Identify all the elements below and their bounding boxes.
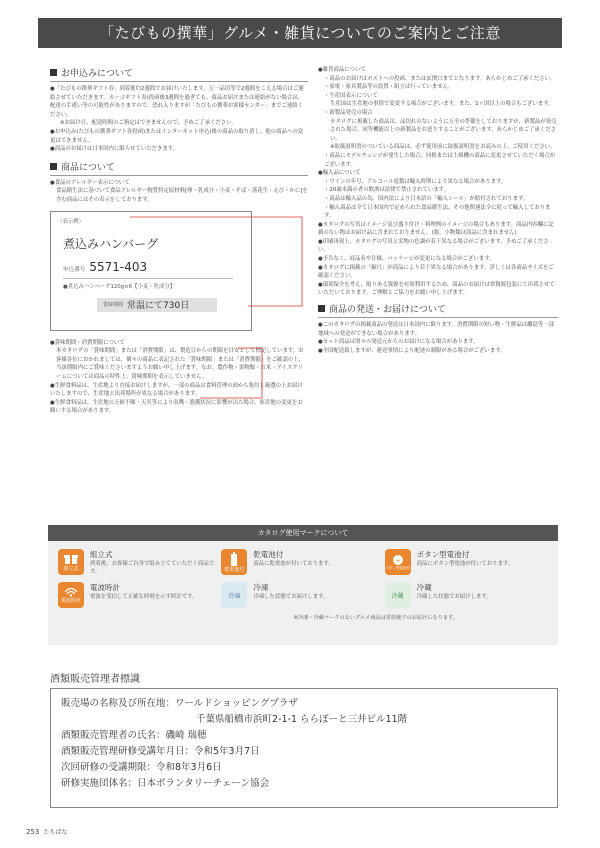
- mark-chilled: 冷蔵 冷蔵 冷蔵した状態でお届けします。: [385, 582, 548, 608]
- fresh-text: ●生鮮食料品は、生産地より直接お届けしますが、一部の商品は食料管理の面から集約し厳選の上お届けいたしますので、生産地と出荷場所が異なる場合があります。: [50, 382, 303, 398]
- page-title: 「たびもの撰華」グルメ・雑貨についてのご案内とご注意: [38, 18, 562, 48]
- example-allergy-desc: ●煮込みハンバーグ120g×6【小麦・乳成分】: [63, 283, 176, 290]
- application-text: ●「たびもの撰華ギフト券」到着後約2週間でお届けいたします。万一品切等で2週間をこえる場合はご連絡させていただきます。カーゴギフト券)投函後3週間を過ぎても、商品お届けまたは連絡がない場合は、配達の手違い等の可能性がありますので、恐れ入りますが「たびもの撰華お客様センター」までご連絡ください。 ※お届け日、配送時間のご指定はできませんので、予めご了承ください。 ●お申込み(たびもの撰華ギフト券投函)またはインターネット申込)後の商品の取り消し、他の商品への変更はできません。 ●商品のお届けは日本国内に限らせていただきます。: [50, 86, 304, 153]
- mark-assembly: 組立式 組立式 到着後、お客様ご自身で組み立てていただく商品です。: [58, 549, 221, 576]
- section-heading-products: 商品について: [50, 160, 308, 176]
- weather-text: ●生鮮食料品は、生産地の天候不順・天災等により収穫・漁獲状況に影響が出た場合、原産地の変更をお願いする場合があります。: [50, 399, 303, 415]
- example-best-before: 賞味期間 常温にて730日: [97, 298, 217, 312]
- page-footer: [26, 827, 67, 836]
- svg-text:+: +: [395, 557, 401, 564]
- example-product-name: 煮込みハンバーグ: [63, 236, 159, 251]
- battery-icon: 乾電池付: [221, 549, 247, 575]
- gift-box-icon: 組立式: [58, 549, 84, 575]
- mark-battery: 乾電池付 乾電池付 商品に乾電池が付いております。: [221, 549, 384, 576]
- mark-frozen: 冷凍 冷凍 冷凍した状態でお届けします。: [221, 582, 384, 608]
- liquor-sign-title: 酒類販売管理者標識: [50, 674, 140, 685]
- goods-title: ●雑貨商品について: [318, 67, 366, 73]
- brand-name: たちばな: [43, 829, 68, 836]
- expiry-text: 本カタログの「賞味期間」または「消費期限」は、製造日からの期限を目安として標記しています。お客様各位におかれましては、個々の商品に表記された「賞味期限」または「消費期限」をご確認の上、当該期限内にご賞味くださいますようお願い申し上げます。なお、農作物・果物類・お米・アイスクリームについては商品の特性上、賞味期間を表示していません。: [56, 348, 304, 380]
- import-title: ●輸入品について: [318, 170, 361, 177]
- label-example-box: 〈表示例〉 煮込みハンバーグ 申込番号 5571-403 ●煮込みハンバーグ120g×6【小麦・乳成分】 賞味期間 常温にて730日: [50, 211, 252, 331]
- section-heading-application: お申込みについて: [50, 66, 308, 82]
- allergy-title: ●食品のアレルギー表示について: [50, 179, 130, 186]
- example-order-code: 5571-403: [89, 259, 148, 274]
- mark-radio-clock: 電波時計 電波時計 電波を受信して正確な時刻を示す時計です。: [58, 582, 221, 608]
- square-bullet-icon: [318, 305, 325, 312]
- button-battery-icon: + ボタン型電池付: [385, 549, 411, 575]
- page-number: 253: [26, 828, 40, 836]
- right-column: ●雑貨商品について ・商品のお届けはポストへの投函、または玄関口までとなります。あらかじめご了承ください。 ・家電・家具製品等の設置・組立は行っていません。 ・生産国表示について 生産国は生産地の事情で変更する場合がございます。また、2ヶ国以上の場合もございます。 ・新製品発売の場合 カタログに掲載した商品は、品切れのないように万全の準備をしておりますが、新製品が発売された場合、同等機能以上の新製品をお送りすることがございます。あらかじめご了承ください。 ※取扱説明書のついている商品は、必ず使用前に取扱説明書をお読みの上、ご使用ください。 ・商品にモデルチェンジが発生した場合、同格または上級機の商品に変更させていただく場合がございます。 ●輸入品について ・ワインの年号、アルコール度数は輸入時期により異なる場合があります。 ・20歳未満の者の飲酒は法律で禁止されています。 ・商品は輸入品の為、国内法により日本語の「輸入シール」が貼付されております。 ・輸入商品は全て日本国内で定められた食品衛生法、その他関連法令に従って輸入しております。 ●カタログの写真はイメージ及び盛り付け・料理例のイメージの場合もあります。商品内容欄に記載のない物はお届け品に含まれておりません。(器、小物類は商品に含まれません) ●印刷再現上、カタログの写真と実物の色調が若干異なる場合がございます。予めご了承ください。 ●予告なく、商品名や仕様、パッケージが変更になる場合がございます。 ●カタログに掲載の「縮尺」が商品により若干異なる場合があります。詳しくは各商品サイズをご確認ください。 ●環境保全を考え、限りある資源を有効利用するため、商品のお届けは省資源包装にて出荷させていただいております。ご理解とご協力をお願い申し上げます。 商品の発送・お届けについて ●このカタログの掲載商品の発送は日本国内に限ります。消費期限の短い物・生鮮品は離島等一部地域への発送ができない場合があります。 ●セット商品は別々の発送元からのお届けになる場合があります。 ●全国配送致しますが、運送事情により配達の制限がある場合がございます。: [318, 67, 557, 354]
- allergy-text: 食品衛生法に基づいて食品アレルギー物質特定原材料[卵・乳成分・小麦・そば・落花生・えび・かに]を含む商品にはその表示をしております。: [56, 188, 308, 203]
- catalog-marks-panel: カタログ使用マークについて 組立式 組立式 到着後、お客様ご自身で組み立てていただく商品です。 乾電池付 乾電池付 商品に乾電池が付いております。 + ボタン型電池付 ボタン型電池付 商品にボタン型電池が付いております。 電波時計 電波時計 電波を受信して正確な時刻を示す時計です。 冷凍 冷凍 冷凍した状態でお届けします。 冷蔵 冷蔵 冷蔵した状態でお届けします。 ※冷凍・冷蔵マークのないグルメ商品は常温便でのお届けになります。: [48, 525, 558, 645]
- expiry-callout-line: [200, 348, 262, 398]
- radio-clock-icon: 電波時計: [58, 582, 84, 608]
- mark-button-battery: + ボタン型電池付 ボタン型電池付 商品にボタン型電池が付いております。: [385, 549, 548, 576]
- liquor-sign-box: 販売場の名称及び所在地：ワールドショッピングプラザ 千葉県船橋市浜町2-1-1 ららぽーと三井ビル11階 酒類販売管理者の氏名：磯崎 瑞穂 酒類販売管理研修受講年月日：令和5年3月7日 次回研修の受講期限：令和8年3月6日 研修実施団体名：日本ボランタリーチェーン協会: [50, 688, 558, 808]
- chilled-icon: 冷蔵: [385, 582, 411, 608]
- cool-icon: 冷凍: [221, 582, 247, 608]
- expiry-title: ●賞味期間・消費期限について: [50, 339, 125, 346]
- section-heading-shipping: 商品の発送・お届けについて: [318, 302, 558, 318]
- marks-note: ※冷凍・冷蔵マークのないグルメ商品は常温便でのお届けになります。: [293, 615, 458, 621]
- allergy-callout-line: [130, 217, 302, 306]
